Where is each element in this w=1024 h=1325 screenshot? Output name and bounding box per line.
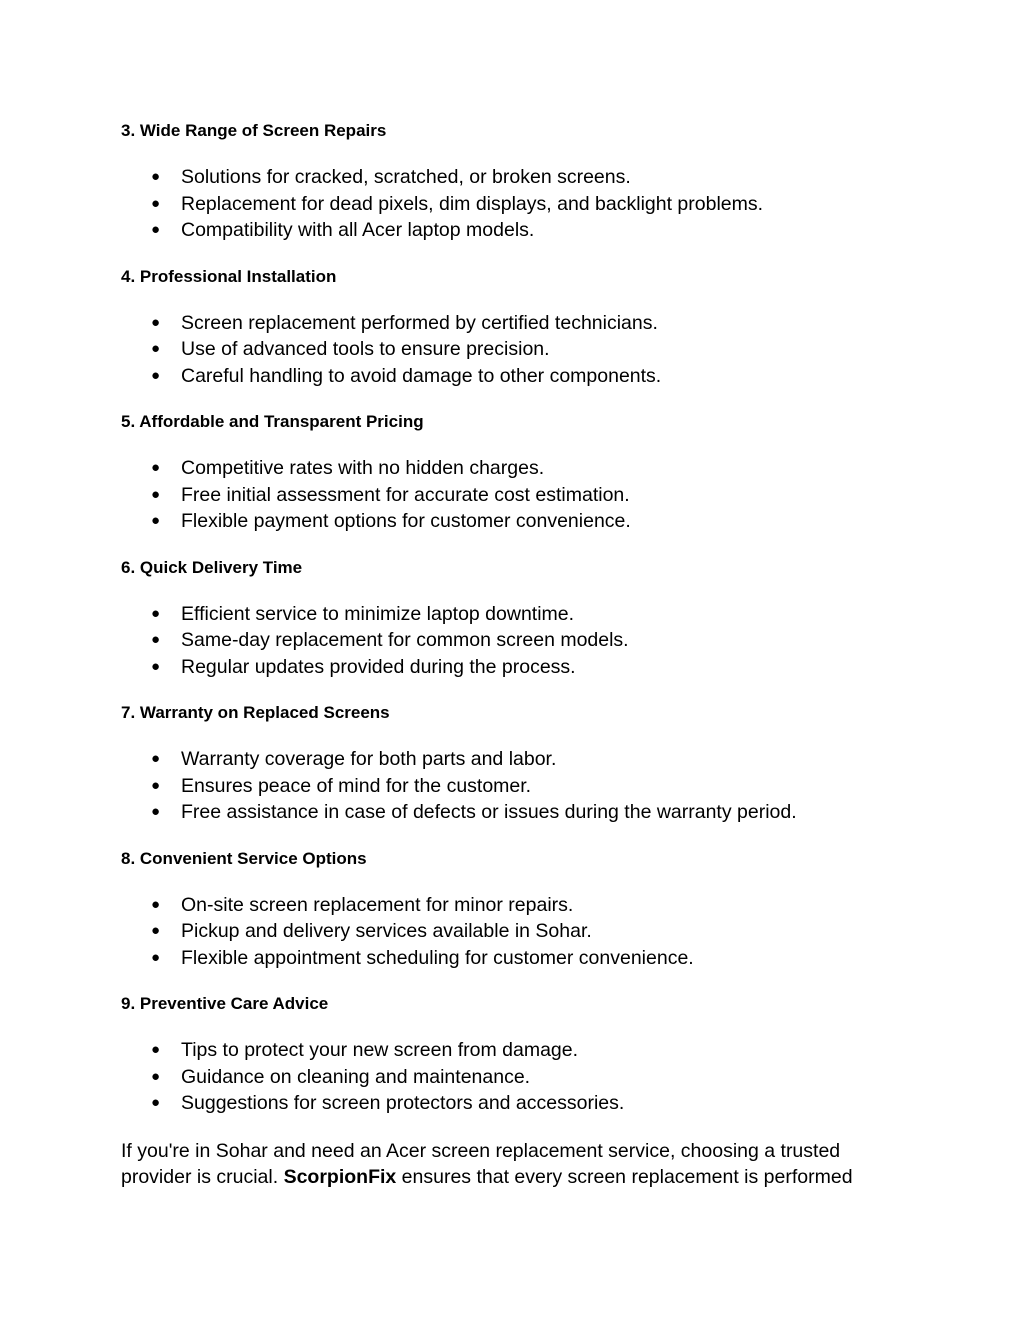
section-preventive-care	[121, 992, 911, 1117]
list-item-text: Use of advanced tools to ensure precision.	[181, 338, 550, 360]
list-item	[121, 164, 911, 191]
bullet-list	[121, 892, 911, 972]
list-item	[121, 191, 911, 218]
list-item	[121, 601, 911, 628]
bullet-icon: ●	[151, 221, 161, 238]
bullet-icon: ●	[151, 776, 161, 794]
section-wide-range	[121, 119, 911, 244]
list-item-text: Tips to protect your new screen from damage.	[181, 1039, 579, 1061]
section-heading: 4. Professional Installation	[121, 266, 337, 286]
list-item	[121, 892, 911, 919]
list-item-text: Same-day replacement for common screen models.	[181, 629, 629, 651]
bullet-icon: ●	[151, 485, 161, 503]
bullet-icon: ●	[151, 948, 161, 966]
closing-paragraph	[121, 1138, 911, 1191]
bullet-icon: ●	[151, 340, 161, 357]
list-item-text: Screen replacement performed by certified technicians.	[181, 311, 658, 334]
list-item	[121, 363, 911, 390]
list-item-text: Ensures peace of mind for the customer.	[181, 774, 532, 797]
list-item-text: Warranty coverage for both parts and labor.	[181, 748, 557, 770]
bullet-icon: ●	[151, 459, 161, 476]
bullet-icon: ●	[151, 1094, 161, 1111]
list-item-text: Solutions for cracked, scratched, or broken screens.	[181, 166, 631, 188]
section-heading: 6. Quick Delivery Time	[121, 557, 303, 577]
bullet-icon: ●	[151, 895, 161, 913]
bullet-list	[121, 164, 911, 244]
list-item	[121, 746, 911, 773]
section-delivery-time	[121, 556, 911, 681]
section-heading: 8. Convenient Service Options	[121, 848, 367, 868]
list-item	[121, 918, 911, 945]
list-item	[121, 799, 911, 826]
bullet-icon: ●	[151, 1041, 161, 1058]
list-item-text: Efficient service to minimize laptop downtime.	[181, 602, 575, 625]
bullet-list	[121, 455, 911, 535]
bullet-icon: ●	[151, 922, 161, 939]
list-item-text: Replacement for dead pixels, dim displays, and backlight problems.	[181, 192, 764, 215]
bullet-icon: ●	[151, 168, 161, 185]
section-service-options	[121, 847, 911, 972]
list-item	[121, 508, 911, 535]
bullet-list	[121, 1037, 911, 1117]
list-item	[121, 773, 911, 800]
section-heading: 3. Wide Range of Screen Repairs	[121, 121, 387, 140]
list-item	[121, 310, 911, 337]
section-professional-installation	[121, 265, 911, 390]
section-heading: 9. Preventive Care Advice	[121, 994, 329, 1013]
bullet-icon: ●	[151, 366, 161, 384]
bullet-icon: ●	[151, 631, 161, 648]
bullet-icon: ●	[151, 512, 161, 529]
list-item	[121, 627, 911, 654]
section-pricing	[121, 410, 911, 535]
bullet-list	[121, 310, 911, 390]
document-page	[121, 119, 911, 1191]
bullet-icon: ●	[151, 750, 161, 767]
bullet-list	[121, 601, 911, 681]
bullet-icon: ●	[151, 313, 161, 331]
list-item-text: Flexible appointment scheduling for customer convenience.	[181, 946, 694, 969]
section-warranty	[121, 701, 911, 826]
bullet-icon: ●	[151, 657, 161, 675]
list-item	[121, 1037, 911, 1064]
list-item-text: Flexible payment options for customer convenience.	[181, 510, 631, 532]
list-item-text: Guidance on cleaning and maintenance.	[181, 1065, 531, 1088]
list-item-text: Free assistance in case of defects or issues during the warranty period.	[181, 801, 797, 823]
brand-name: ScorpionFix	[283, 1166, 397, 1188]
list-item	[121, 336, 911, 363]
list-item	[121, 217, 911, 244]
bullet-icon: ●	[151, 194, 161, 212]
list-item	[121, 945, 911, 972]
bullet-icon: ●	[151, 803, 161, 820]
bullet-icon: ●	[151, 1067, 161, 1085]
list-item	[121, 482, 911, 509]
list-item	[121, 1064, 911, 1091]
list-item-text: Regular updates provided during the process.	[181, 655, 576, 678]
list-item-text: Pickup and delivery services available in Sohar.	[181, 920, 592, 942]
list-item-text: Free initial assessment for accurate cost estimation.	[181, 483, 630, 506]
closing-text-start: If you're in Sohar and need an Acer screen replacement service, choosing a trusted provider is crucial.	[121, 1139, 841, 1188]
list-item	[121, 455, 911, 482]
list-item	[121, 1090, 911, 1117]
section-heading: 7. Warranty on Replaced Screens	[121, 703, 390, 722]
bullet-list	[121, 746, 911, 826]
list-item	[121, 654, 911, 681]
list-item-text: On-site screen replacement for minor repairs.	[181, 893, 574, 916]
bullet-icon: ●	[151, 604, 161, 622]
list-item-text: Careful handling to avoid damage to other components.	[181, 364, 662, 387]
list-item-text: Compatibility with all Acer laptop models.	[181, 219, 535, 241]
list-item-text: Competitive rates with no hidden charges.	[181, 457, 545, 479]
closing-text-end: ensures that every screen replacement is performed	[396, 1166, 853, 1188]
list-item-text: Suggestions for screen protectors and accessories.	[181, 1092, 625, 1114]
section-heading: 5. Affordable and Transparent Pricing	[121, 412, 424, 431]
